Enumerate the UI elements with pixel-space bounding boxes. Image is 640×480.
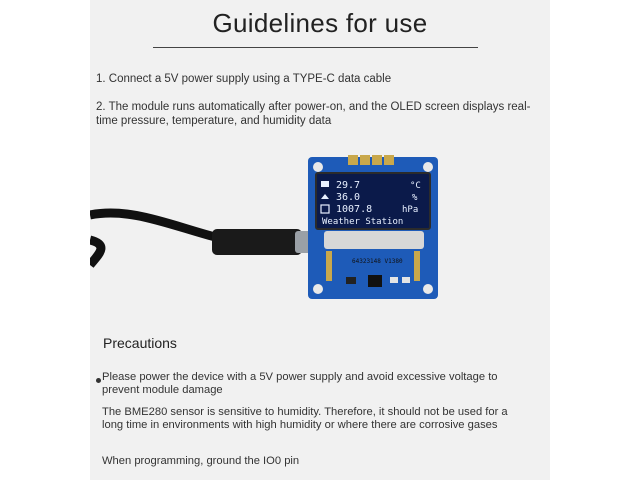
oled-humidity: 36.0 [336,192,361,203]
step-1: 1. Connect a 5V power supply using a TYPE-C data cable [96,73,392,85]
oled-humidity-unit: % [412,193,418,203]
oled-pressure-unit: hPa [402,205,419,215]
bullet-icon [96,378,101,383]
oled-temperature: 29.7 [336,180,361,191]
oled-label: Weather Station [322,217,404,227]
chip-marking: 64323148 V1380 [352,258,403,265]
oled-pressure: 1007.8 [336,204,373,215]
oled-temperature-unit: °C [410,181,421,191]
title-underline [153,47,478,48]
precautions-heading: Precautions [103,335,177,351]
usb-c-plug [212,229,302,255]
page-title: Guidelines for use [212,8,428,38]
precaution-2: The BME280 sensor is sensitive to humidity. Therefore, it should not be used for a long time in environments with high humidity or where there are corrosive gases [102,406,508,431]
step-2: 2. The module runs automatically after power-on, and the OLED screen displays real-time pressure, temperature, and humidity data [96,101,531,127]
precaution-1: Please power the device with a 5V power supply and avoid excessive voltage to prevent module damage [102,371,498,396]
usb-cable [90,213,215,237]
precaution-3: When programming, ground the IO0 pin [102,455,300,467]
product-photo [90,145,550,305]
